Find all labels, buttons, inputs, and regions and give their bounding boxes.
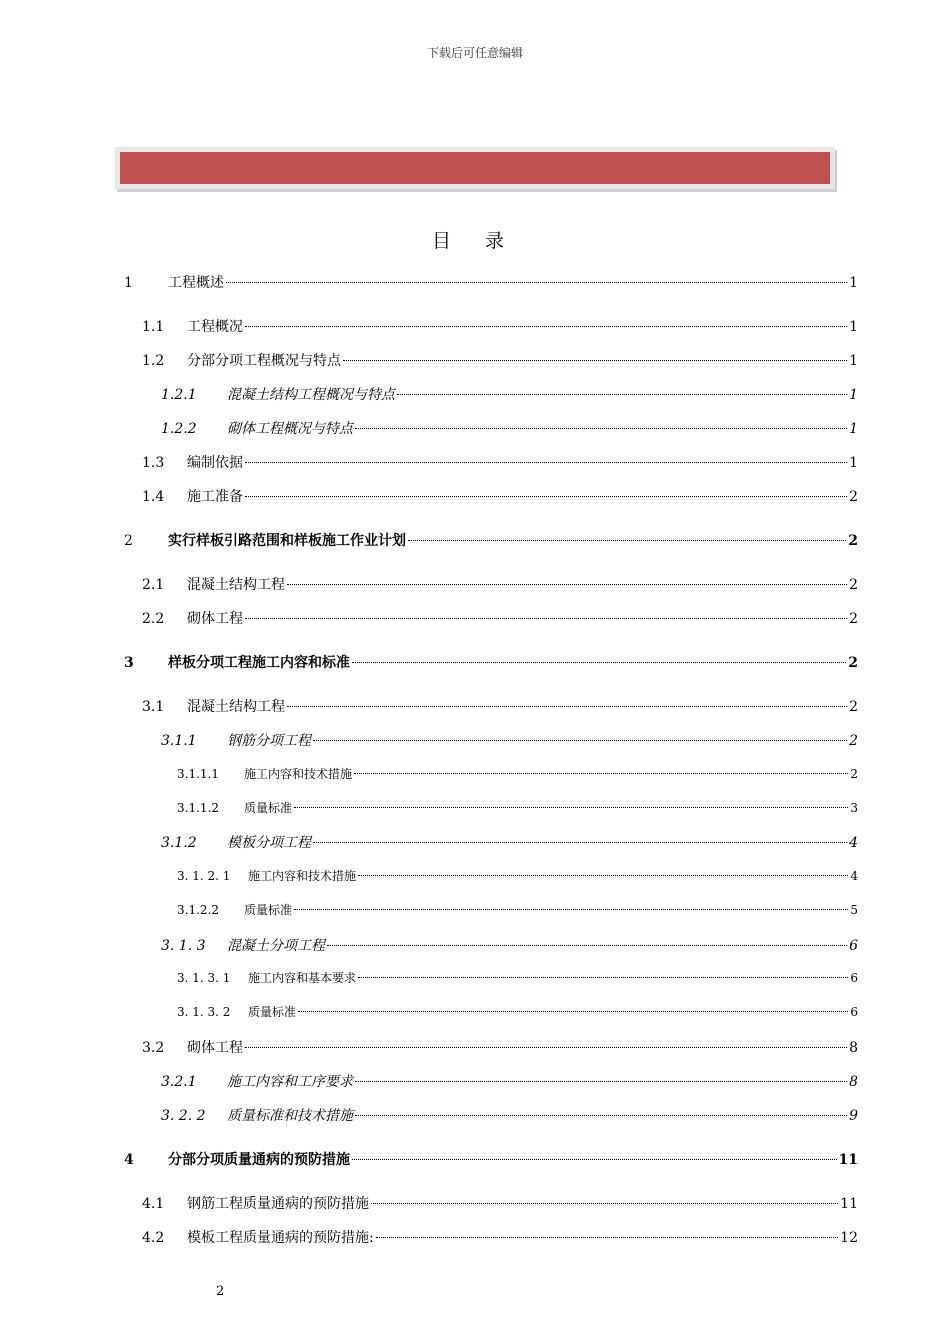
toc-entry-title: 施工准备 xyxy=(187,489,243,505)
toc-entry[interactable] xyxy=(142,1037,858,1057)
toc-entry-number: 4.2 xyxy=(142,1230,165,1246)
toc-entry[interactable] xyxy=(124,272,858,292)
toc-entry-number: 1.4 xyxy=(142,489,165,505)
toc-entry[interactable] xyxy=(124,1149,858,1169)
toc-entry-page: 2 xyxy=(849,489,858,505)
toc-entry-page: 3 xyxy=(850,801,858,815)
toc-leader-dots xyxy=(354,773,848,774)
toc-entry-number: 4 xyxy=(124,1152,134,1168)
toc-leader-dots xyxy=(245,496,847,497)
toc-entry-number: 3.2 xyxy=(142,1040,165,1056)
toc-entry-number: 1.2.2 xyxy=(161,421,197,437)
toc-entry-page: 2 xyxy=(848,655,858,671)
toc-leader-dots xyxy=(245,1047,847,1048)
toc-leader-dots xyxy=(376,1237,838,1238)
toc-entry-number: 1.2.1 xyxy=(161,387,197,403)
toc-entry-title: 施工内容和基本要求 xyxy=(248,971,357,985)
toc-leader-dots xyxy=(343,360,847,361)
toc-leader-dots xyxy=(287,584,847,585)
toc-leader-dots xyxy=(358,977,848,978)
toc-entry-page: 2 xyxy=(849,699,858,715)
toc-entry-number: 3. 2. 2 xyxy=(161,1108,206,1124)
toc-entry-page: 1 xyxy=(849,421,858,437)
toc-entry[interactable] xyxy=(142,486,858,506)
toc-entry[interactable] xyxy=(177,1003,858,1020)
toc-entry-number: 1.1 xyxy=(142,319,165,335)
toc-entry-page: 1 xyxy=(849,353,858,369)
toc-entry-page: 12 xyxy=(840,1230,858,1246)
toc-entry-number: 3.1 xyxy=(142,699,165,715)
toc-entry[interactable] xyxy=(161,1071,858,1091)
toc-entry-number: 3. 1. 3 xyxy=(161,938,206,954)
toc-entry-number: 3. 1. 3. 2 xyxy=(177,1005,231,1019)
toc-entry-page: 6 xyxy=(850,1005,858,1019)
toc-entry-title: 质量标准和技术措施 xyxy=(227,1108,353,1124)
toc-entry-number: 3 xyxy=(124,655,134,671)
toc-entry[interactable] xyxy=(142,1193,858,1213)
toc-entry-number: 3.1.2.2 xyxy=(177,903,219,917)
toc-entry[interactable] xyxy=(142,1227,858,1247)
toc-leader-dots xyxy=(245,462,847,463)
toc-entry-page: 9 xyxy=(849,1108,858,1124)
toc-leader-dots xyxy=(352,1159,837,1160)
toc-leader-dots xyxy=(226,282,847,283)
toc-leader-dots xyxy=(313,740,847,741)
toc-entry-page: 11 xyxy=(840,1196,858,1212)
toc-leader-dots xyxy=(355,1115,847,1116)
toc-leader-dots xyxy=(294,807,848,808)
toc-entry-number: 3. 1. 2. 1 xyxy=(177,869,231,883)
toc-leader-dots xyxy=(355,428,847,429)
toc-entry-title: 混凝土结构工程 xyxy=(187,699,285,715)
toc-entry-number: 1.2 xyxy=(142,353,165,369)
toc-leader-dots xyxy=(298,1011,848,1012)
toc-entry-title: 施工内容和技术措施 xyxy=(248,869,357,883)
toc-entry-number: 2.1 xyxy=(142,577,165,593)
toc-entry-title: 质量标准 xyxy=(244,903,293,917)
toc-entry-page: 5 xyxy=(850,903,858,917)
toc-entry-page: 1 xyxy=(849,319,858,335)
toc-title: 目 录 xyxy=(431,230,519,252)
toc-entry-page: 2 xyxy=(850,767,858,781)
toc-entry-number: 3.1.1.2 xyxy=(177,801,219,815)
toc-entry-number: 3.2.1 xyxy=(161,1074,197,1090)
toc-entry-title: 质量标准 xyxy=(248,1005,297,1019)
toc-leader-dots xyxy=(327,945,847,946)
toc-entry-title: 编制依据 xyxy=(187,455,243,471)
toc-entry-page: 2 xyxy=(849,611,858,627)
toc-entry[interactable] xyxy=(161,384,858,404)
toc-entry[interactable] xyxy=(177,969,858,986)
toc-leader-dots xyxy=(245,326,847,327)
toc-leader-dots xyxy=(287,706,847,707)
toc-entry[interactable] xyxy=(177,901,858,918)
toc-leader-dots xyxy=(408,540,846,541)
toc-entry-page: 1 xyxy=(849,387,858,403)
toc-entry-page: 6 xyxy=(849,938,858,954)
toc-leader-dots xyxy=(294,909,848,910)
toc-entry[interactable] xyxy=(142,316,858,336)
header-note: 下载后可任意编辑 xyxy=(426,46,523,60)
toc-entry-page: 8 xyxy=(849,1040,858,1056)
toc-leader-dots xyxy=(313,842,847,843)
toc-entry-number: 1.3 xyxy=(142,455,165,471)
toc-entry[interactable] xyxy=(177,867,858,884)
toc-entry-title: 实行样板引路范围和样板施工作业计划 xyxy=(168,533,406,549)
toc-entry-page: 2 xyxy=(849,733,858,749)
toc-entry[interactable] xyxy=(161,935,858,955)
toc-entry-title: 混凝土分项工程 xyxy=(227,938,325,954)
page-number: 2 xyxy=(216,1284,225,1299)
toc-entry-number: 4.1 xyxy=(142,1196,165,1212)
title-banner-fill xyxy=(120,152,830,184)
toc-entry[interactable] xyxy=(161,418,858,438)
toc-entry[interactable] xyxy=(161,1105,858,1125)
toc-entry[interactable] xyxy=(177,765,858,782)
toc-entry[interactable] xyxy=(142,608,858,628)
toc-entry-number: 3.1.1.1 xyxy=(177,767,219,781)
toc-entry-number: 3. 1. 3. 1 xyxy=(177,971,231,985)
toc-entry-title: 钢筋分项工程 xyxy=(227,733,311,749)
title-banner xyxy=(115,147,835,189)
toc-entry[interactable] xyxy=(161,832,858,852)
toc-entry[interactable] xyxy=(177,799,858,816)
toc-entry-title: 模板工程质量通病的预防措施: xyxy=(187,1230,374,1246)
toc-entry-number: 1 xyxy=(124,275,133,291)
toc-entry-page: 1 xyxy=(849,455,858,471)
toc-entry-page: 4 xyxy=(849,835,858,851)
toc-entry-title: 钢筋工程质量通病的预防措施 xyxy=(187,1196,369,1212)
toc-leader-dots xyxy=(397,394,847,395)
toc-entry-title: 分部分项工程概况与特点 xyxy=(187,353,341,369)
toc-entry-page: 1 xyxy=(849,275,858,291)
toc-entry-title: 砌体工程 xyxy=(187,1040,243,1056)
toc-entry-title: 砌体工程 xyxy=(187,611,243,627)
toc-entry[interactable] xyxy=(142,452,858,472)
toc-leader-dots xyxy=(371,1203,838,1204)
toc-entry-title: 工程概述 xyxy=(168,275,224,291)
toc-entry-number: 3.1.2 xyxy=(161,835,197,851)
toc-entry-title: 混凝土结构工程 xyxy=(187,577,285,593)
toc-entry[interactable] xyxy=(124,652,858,672)
toc-entry-page: 2 xyxy=(849,577,858,593)
toc-entry-title: 分部分项质量通病的预防措施 xyxy=(168,1152,350,1168)
toc-leader-dots xyxy=(352,662,846,663)
toc-entry-title: 模板分项工程 xyxy=(227,835,311,851)
toc-entry-title: 混凝土结构工程概况与特点 xyxy=(227,387,395,403)
toc-entry-title: 质量标准 xyxy=(244,801,293,815)
toc-entry-number: 2 xyxy=(124,533,133,549)
toc-entry-page: 6 xyxy=(850,971,858,985)
toc-entry-page: 8 xyxy=(849,1074,858,1090)
toc-entry[interactable] xyxy=(142,350,858,370)
toc-leader-dots xyxy=(358,875,848,876)
toc-entry-number: 3.1.1 xyxy=(161,733,197,749)
toc-entry-page: 4 xyxy=(850,869,858,883)
toc-entry[interactable] xyxy=(142,574,858,594)
toc-leader-dots xyxy=(355,1081,847,1082)
toc-entry-page: 11 xyxy=(838,1152,858,1168)
toc-entry-title: 施工内容和工序要求 xyxy=(227,1074,353,1090)
toc-entry-number: 2.2 xyxy=(142,611,165,627)
toc-entry[interactable] xyxy=(124,530,858,550)
toc-entry-page: 2 xyxy=(848,533,858,549)
toc-entry-title: 工程概况 xyxy=(187,319,243,335)
toc-entry-title: 施工内容和技术措施 xyxy=(244,767,353,781)
toc-leader-dots xyxy=(245,618,847,619)
toc-entry-title: 砌体工程概况与特点 xyxy=(227,421,353,437)
toc-entry-title: 样板分项工程施工内容和标准 xyxy=(168,655,350,671)
toc-entry[interactable] xyxy=(142,696,858,716)
toc-entry[interactable] xyxy=(161,730,858,750)
